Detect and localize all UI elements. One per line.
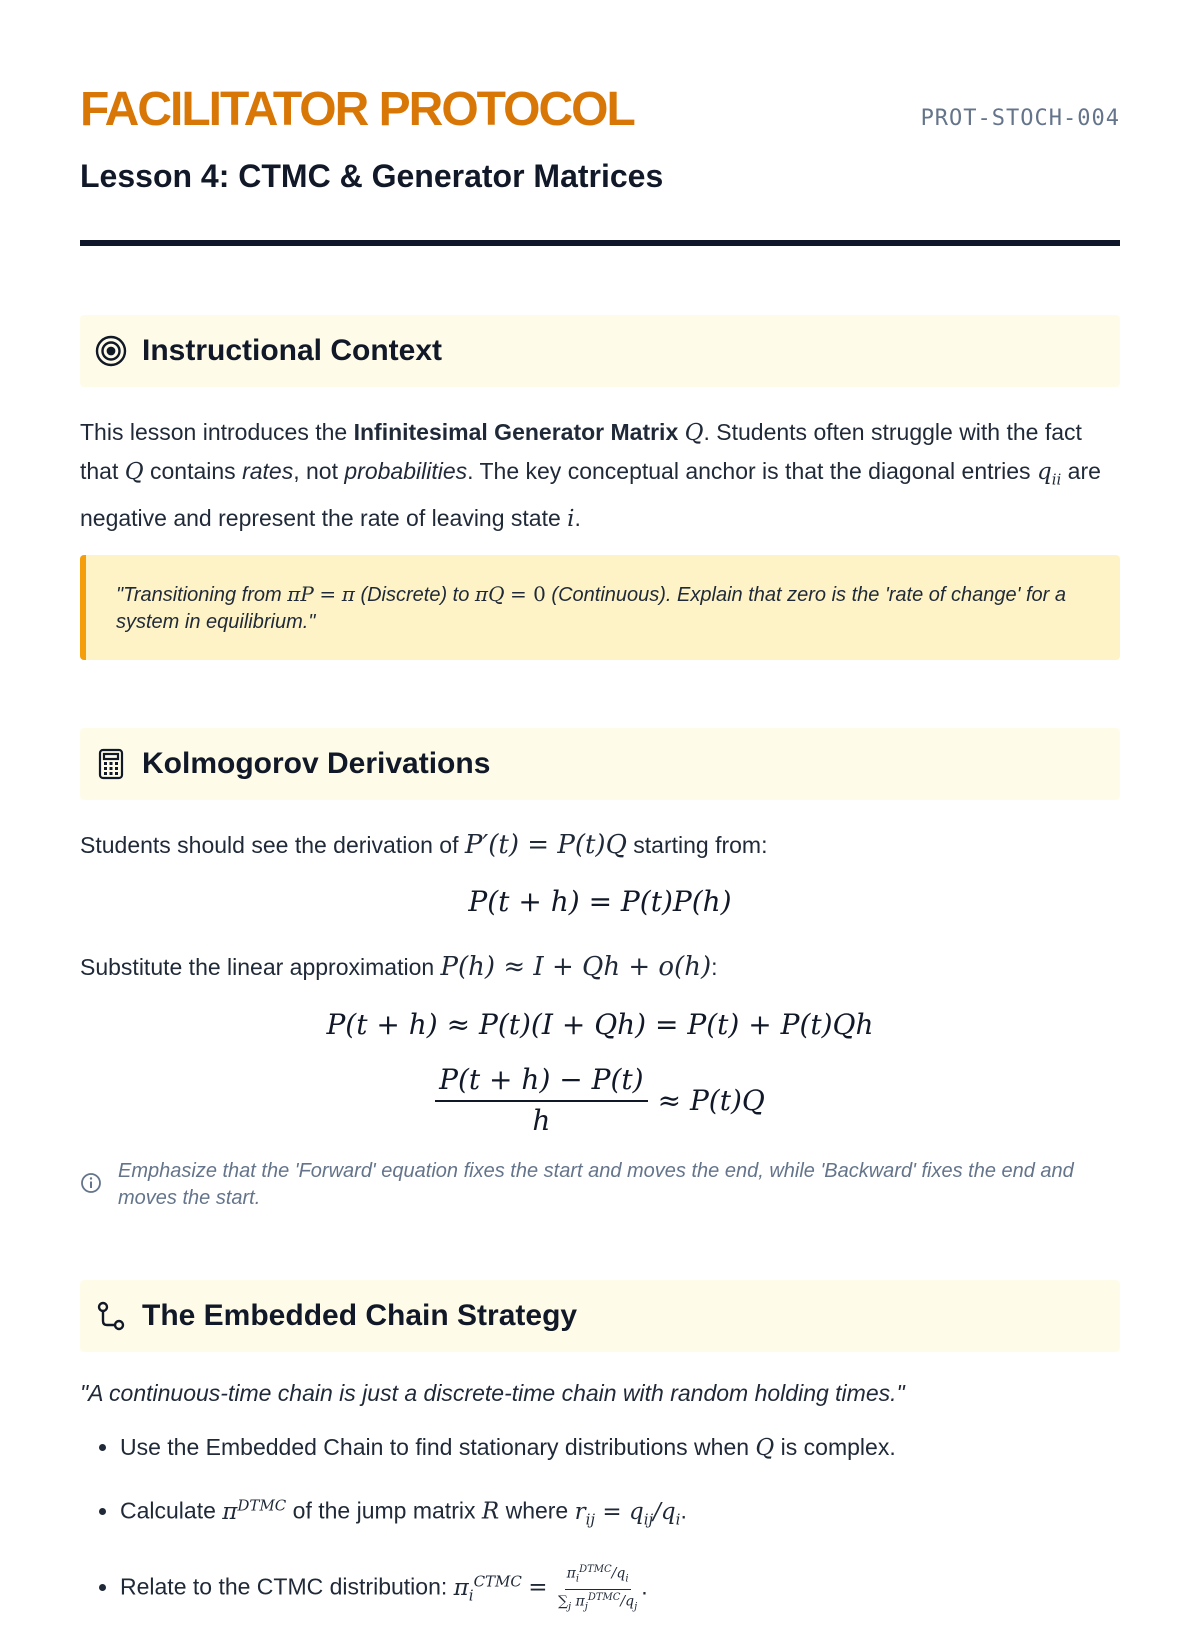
strategy-list	[80, 1430, 1120, 1636]
list-item: • Calculate $\pi^{DTMC}$ of the jump matrix R where $r_{ij} = q_{ij}/q_i$.	[120, 1483, 1120, 1541]
lesson-title: Lesson 4: CTMC & Generator Matrices	[80, 158, 664, 194]
info-icon	[80, 1172, 102, 1194]
note-text: Emphasize that the 'Forward' equation fixes the start and moves the end, while 'Backward' fixes the end and moves the start.	[118, 1160, 1074, 1209]
header-divider	[80, 240, 1120, 246]
list-item: • Use the Embedded Chain to find stationary distributions when Q is complex.	[120, 1430, 1120, 1465]
facilitator-callout	[80, 555, 1120, 660]
chain-quote: "A continuous-time chain is just a discrete-time chain with random holding times."	[80, 1380, 905, 1406]
equation-difference-quotient: $\frac{P(t + h) - P(t)}{h}$ ≈ P(t)Q	[80, 1063, 1120, 1137]
section-heading: Kolmogorov Derivations	[142, 747, 491, 780]
list-item: • Relate to the CTMC distribution: $\pi_i^{CTMC}$ = $\frac{\pi_i^{DTMC}/q_i}{\sum_j \pi_j^{DTMC}/q_j}$ .	[120, 1559, 1120, 1617]
calculator-icon	[94, 747, 128, 781]
protocol-code: PROT-STOCH-004	[920, 106, 1120, 131]
route-icon	[94, 1299, 128, 1333]
facilitator-note	[80, 1158, 1120, 1212]
target-icon	[94, 334, 128, 368]
protocol-title: FACILITATOR PROTOCOL	[80, 83, 634, 136]
section-embedded-chain	[80, 1280, 1120, 1352]
equation-approximation: P(t + h) ≈ P(t)(I + Qh) = P(t) + P(t)Qh	[326, 1008, 874, 1041]
approximation-intro: Substitute the linear approximation P(h) ≈ I + Qh + o(h):	[80, 952, 718, 982]
section-kolmogorov	[80, 728, 1120, 800]
callout-text: "Transitioning from πP = π (Discrete) to πQ = 0 (Continuous). Explain that zero is the 'rate of change' for a system in equilibrium."	[116, 582, 1067, 633]
context-paragraph: This lesson introduces the Infinitesimal Generator Matrix Q. Students often struggle with the fact that Q contains rates, not probabilities. The key conceptual anchor is that the diagonal entries $q_{ii}$ are negative and represent the rate of leaving state i.	[80, 419, 1101, 532]
equation-chapman-kolmogorov: P(t + h) = P(t)P(h)	[468, 885, 732, 918]
derivation-intro: Students should see the derivation of P′(t) = P(t)Q starting from:	[80, 830, 768, 860]
section-heading: The Embedded Chain Strategy	[142, 1299, 578, 1332]
section-heading: Instructional Context	[142, 334, 443, 367]
section-instructional-context	[80, 315, 1120, 387]
